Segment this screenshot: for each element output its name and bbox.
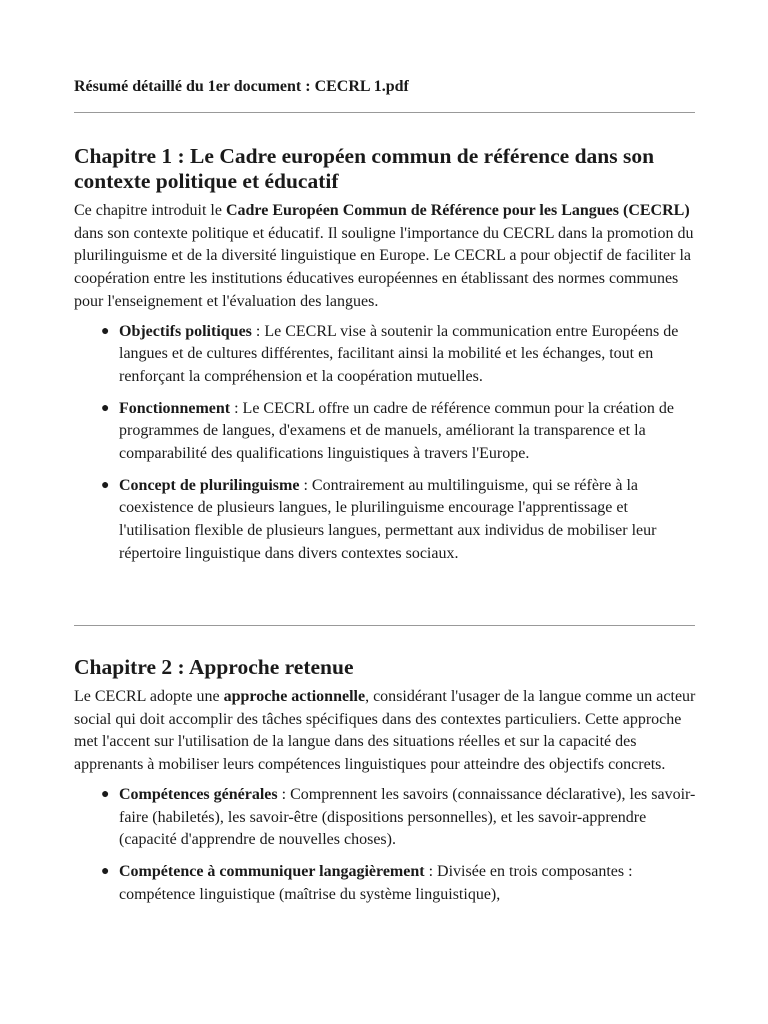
chapter-2 bbox=[74, 655, 696, 915]
list-item-text: : Le CECRL offre un cadre de référence commun pour la création de programmes de langues, d'examens et de manuels, améliorant la transparence et la comparabilité des qualifications linguistiques à travers l'Europe. bbox=[119, 399, 674, 463]
chapter-2-intro bbox=[74, 686, 696, 777]
bullet-icon: ● bbox=[101, 786, 110, 802]
list-item-term: Objectifs politiques bbox=[119, 322, 252, 340]
list-item-term: Compétences générales bbox=[119, 785, 278, 803]
intro-text: dans son contexte politique et éducatif. Il souligne l'importance du CECRL dans la promotion du plurilinguisme et de la diversité linguistique en Europe. Le CECRL a pour objectif de faciliter la coopération entre les institutions éducatives européennes en établissant des normes communes pour l'enseignement et l'évaluation des langues. bbox=[74, 224, 694, 310]
list-item-text: : Divisée en trois composantes : compétence linguistique (maîtrise du système linguistique), bbox=[119, 862, 633, 903]
list-item-term: Fonctionnement bbox=[119, 399, 231, 417]
horizontal-divider bbox=[74, 625, 695, 626]
list-item-text: : Contrairement au multilinguisme, qui se réfère à la coexistence de plusieurs langues, le plurilinguisme encourage l'apprentissage et l'utilisation flexible de plusieurs langues, permettant aux individus de mobiliser leur répertoire linguistique dans divers contextes sociaux. bbox=[119, 476, 657, 562]
intro-text: Le CECRL adopte une bbox=[74, 688, 224, 705]
list-item bbox=[101, 861, 696, 906]
list-item bbox=[101, 475, 696, 566]
list-item-term: Concept de plurilinguisme bbox=[119, 476, 300, 494]
list-item-text: : Comprennent les savoirs (connaissance déclarative), les savoir-faire (habiletés), les savoir-être (dispositions personnelles), et les savoir-apprendre (capacité d'apprendre de nouvelles choses). bbox=[119, 785, 696, 849]
horizontal-divider bbox=[74, 112, 695, 113]
chapter-1-bullet-list bbox=[74, 321, 696, 566]
bullet-icon: ● bbox=[101, 477, 110, 493]
list-item bbox=[101, 321, 696, 389]
list-item-term: Compétence à communiquer langagièrement bbox=[119, 862, 425, 880]
intro-text: Ce chapitre introduit le bbox=[74, 202, 226, 219]
bullet-icon: ● bbox=[101, 400, 110, 416]
intro-bold-term: approche actionnelle bbox=[223, 688, 366, 705]
bullet-icon: ● bbox=[101, 863, 110, 879]
document-header: Résumé détaillé du 1er document : CECRL 1.pdf bbox=[74, 78, 409, 95]
chapter-1 bbox=[74, 144, 696, 575]
chapter-2-title: Chapitre 2 : Approche retenue bbox=[74, 655, 354, 679]
chapter-1-title: Chapitre 1 : Le Cadre européen commun de référence dans son contexte politique et éducatif bbox=[74, 144, 655, 193]
intro-text: , considérant l'usager de la langue comme un acteur social qui doit accomplir des tâches spécifiques dans des contextes particuliers. Cette approche met l'accent sur l'utilisation de la langue dans des situations réelles et sur la capacité des apprenants à mobiliser leurs compétences linguistiques pour atteindre des objectifs concrets. bbox=[74, 688, 696, 774]
list-item bbox=[101, 398, 696, 466]
list-item bbox=[101, 784, 696, 852]
intro-bold-term: Cadre Européen Commun de Référence pour les Langues (CECRL) bbox=[225, 202, 690, 219]
bullet-icon: ● bbox=[101, 323, 110, 339]
chapter-1-intro bbox=[74, 200, 696, 314]
list-item-text: : Le CECRL vise à soutenir la communication entre Européens de langues et de cultures différentes, facilitant ainsi la mobilité et les échanges, tout en renforçant la compréhension et la coopération mutuelles. bbox=[119, 322, 679, 385]
chapter-2-bullet-list bbox=[74, 784, 696, 907]
